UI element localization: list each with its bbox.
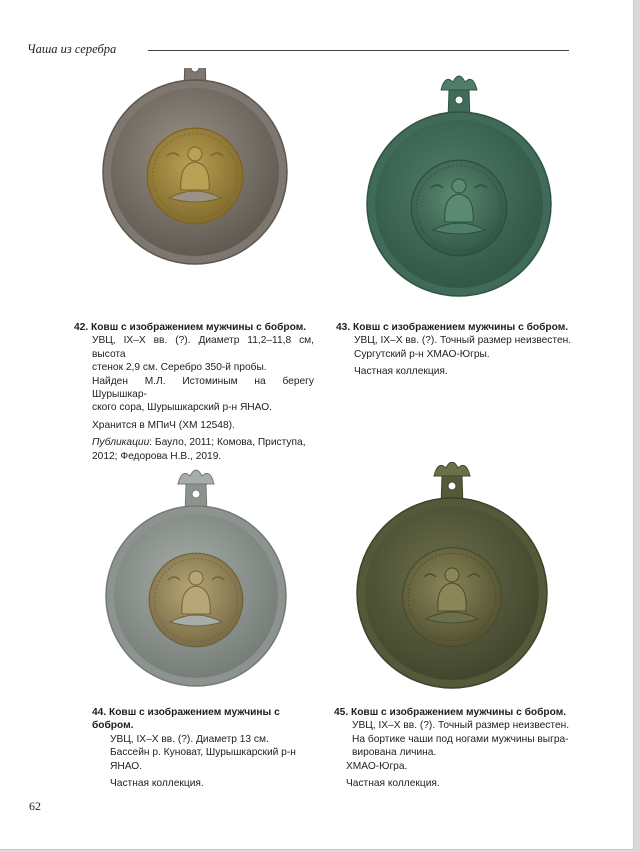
publications-label: Публикации [92, 437, 150, 449]
caption-line: Хранится в МПиЧ (ХМ 12548). [92, 419, 235, 431]
header-rule [148, 50, 569, 51]
caption-line: УВЦ, IX–X вв. (?). Диаметр 11,2–11,8 см, высота [92, 335, 314, 360]
caption-line: ХМАО-Югра. [346, 760, 408, 772]
ladle-photo-44 [103, 462, 289, 690]
caption-line: УВЦ, IX–X вв. (?). Точный размер неизвестен. [352, 720, 570, 732]
caption-line: Найден М.Л. Истоминым на берегу Шурышкар- [92, 375, 314, 401]
caption-title: 42. Ковш с изображением мужчины с бобром. [74, 322, 307, 333]
page-number: 62 [29, 799, 41, 813]
caption-line: Частная коллекция. [346, 778, 440, 790]
caption-43 [336, 321, 576, 379]
figure-head [188, 147, 202, 161]
caption-line: Частная коллекция. [110, 778, 204, 790]
caption-line: стенок 2,9 см. Серебро 350-й пробы. [92, 362, 267, 374]
caption-publications [74, 436, 314, 449]
handle-finial [434, 462, 470, 476]
ladle-photo-45 [354, 462, 550, 692]
caption-line: Бассейн р. Куноват, Шурышкарский р-н ЯНАО. [110, 747, 296, 772]
caption-line: Сургутский р-н ХМАО-Югры. [354, 348, 490, 360]
caption-44 [92, 706, 322, 790]
handle-hole [191, 68, 199, 72]
caption-title: 45. Ковш с изображением мужчины с бобром. [334, 707, 567, 718]
caption-line: 2012; Федорова Н.В., 2019. [92, 450, 222, 462]
caption-title: 43. Ковш с изображением мужчины с бобром. [336, 322, 569, 333]
caption-line: ского сора, Шурышкарский р-н ЯНАО. [92, 402, 272, 414]
handle-hole [192, 490, 200, 498]
ladle-photo-43 [366, 70, 552, 300]
handle-hole [448, 482, 456, 490]
handle-finial [178, 470, 214, 484]
handle-hole [455, 96, 463, 104]
caption-42 [74, 321, 314, 463]
caption-line: вирована личина. [352, 747, 437, 759]
caption-45 [334, 706, 574, 790]
publications-text: : Бауло, 2011; Комова, Приступа, [149, 437, 306, 449]
caption-line: Частная коллекция. [354, 366, 448, 378]
figure-head [189, 571, 203, 585]
caption-title: 44. Ковш с изображением мужчины с бобром. [92, 707, 280, 732]
caption-line: УВЦ, IX–X вв. (?). Диаметр 13 см. [110, 733, 269, 745]
caption-line: На бортике чаши под ногами мужчины выгра- [352, 733, 569, 745]
caption-line: УВЦ, IX–X вв. (?). Точный размер неизвестен. [354, 335, 572, 347]
ladle-photo-42 [100, 68, 290, 268]
running-head: Чаша из серебра [27, 42, 117, 56]
figure-head [452, 179, 466, 193]
figure-head [445, 568, 459, 582]
handle-finial [441, 76, 477, 90]
